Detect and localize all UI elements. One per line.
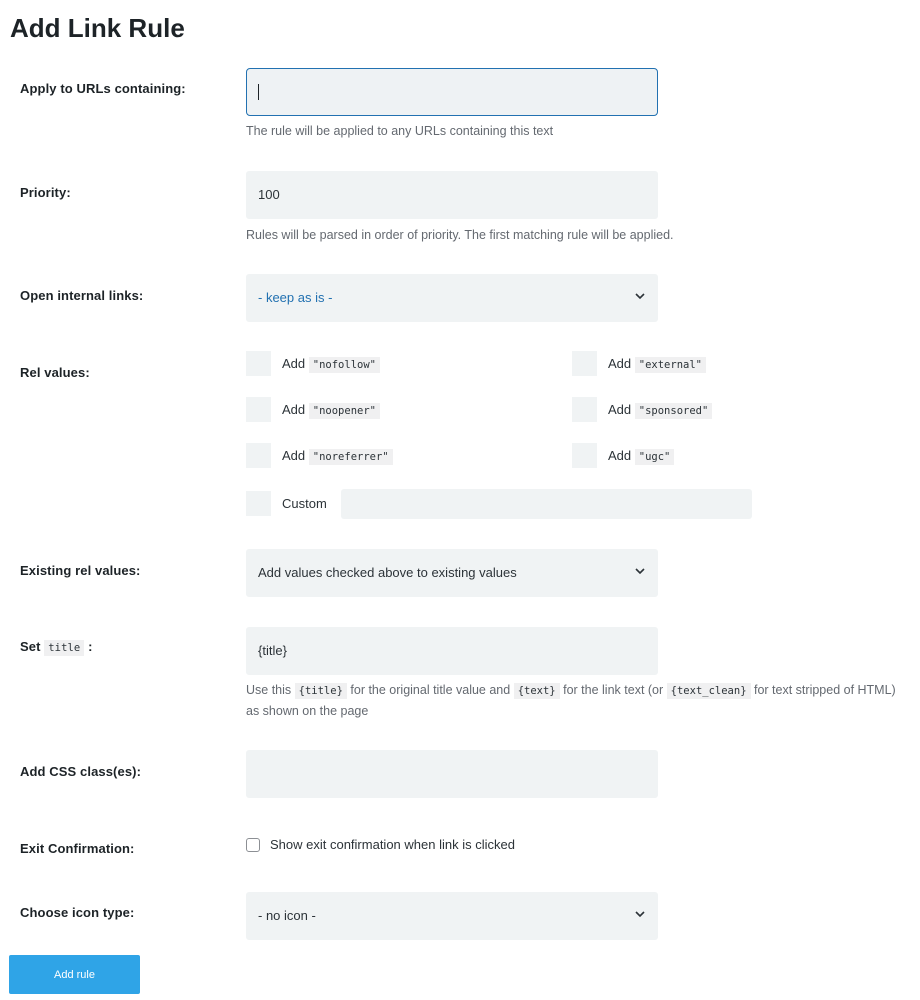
priority-label: Priority:	[20, 185, 71, 200]
priority-value: 100	[258, 187, 280, 202]
rel-option-sponsored: Add "sponsored"	[608, 397, 712, 424]
chevron-down-icon	[633, 907, 647, 921]
existing-rel-select[interactable]	[246, 549, 658, 597]
icon-type-select[interactable]	[246, 892, 658, 940]
rel-option-nofollow: Add "nofollow"	[282, 351, 380, 378]
add-rule-button[interactable]: Add rule	[9, 955, 140, 994]
urls-help: The rule will be applied to any URLs containing this text	[246, 124, 554, 138]
title-label: Set title :	[20, 639, 93, 654]
urls-label: Apply to URLs containing:	[20, 81, 186, 96]
existing-rel-selected: Add values checked above to existing values	[258, 565, 517, 580]
priority-help: Rules will be parsed in order of priority. The first matching rule will be applied.	[246, 228, 674, 242]
exit-confirmation-text: Show exit confirmation when link is clicked	[270, 837, 515, 852]
rel-option-ugc: Add "ugc"	[608, 443, 674, 470]
exit-confirmation-label: Exit Confirmation:	[20, 841, 135, 856]
title-value: {title}	[258, 643, 287, 658]
rel-checkbox-custom[interactable]	[246, 491, 271, 516]
rel-checkbox-noopener[interactable]	[246, 397, 271, 422]
page-title: Add Link Rule	[10, 13, 185, 43]
rel-values-label: Rel values:	[20, 365, 90, 380]
priority-input[interactable]	[246, 171, 658, 219]
rel-checkbox-sponsored[interactable]	[572, 397, 597, 422]
chevron-down-icon	[633, 564, 647, 578]
chevron-down-icon	[633, 289, 647, 303]
rel-option-noreferrer: Add "noreferrer"	[282, 443, 393, 470]
css-class-label: Add CSS class(es):	[20, 764, 142, 779]
internal-links-select[interactable]	[246, 274, 658, 322]
urls-input[interactable]	[246, 68, 658, 116]
existing-rel-label: Existing rel values:	[20, 563, 141, 578]
rel-checkbox-external[interactable]	[572, 351, 597, 376]
icon-type-selected: - no icon -	[258, 908, 316, 923]
rel-option-noopener: Add "noopener"	[282, 397, 380, 424]
text-caret	[258, 84, 259, 100]
rel-checkbox-nofollow[interactable]	[246, 351, 271, 376]
internal-links-selected: - keep as is -	[258, 290, 333, 305]
rel-custom-input[interactable]	[341, 489, 752, 519]
css-class-input[interactable]	[246, 750, 658, 798]
title-help: Use this {title} for the original title value and {text} for the link text (or {text_clean} for text stripped of HTML) as shown on the page	[246, 683, 896, 718]
rel-checkbox-ugc[interactable]	[572, 443, 597, 468]
exit-confirmation-checkbox[interactable]	[246, 838, 260, 852]
internal-links-label: Open internal links:	[20, 288, 144, 303]
icon-type-label: Choose icon type:	[20, 905, 135, 920]
rel-custom-label: Custom	[282, 496, 327, 511]
rel-checkbox-noreferrer[interactable]	[246, 443, 271, 468]
rel-option-external: Add "external"	[608, 351, 706, 378]
title-input[interactable]	[246, 627, 658, 675]
